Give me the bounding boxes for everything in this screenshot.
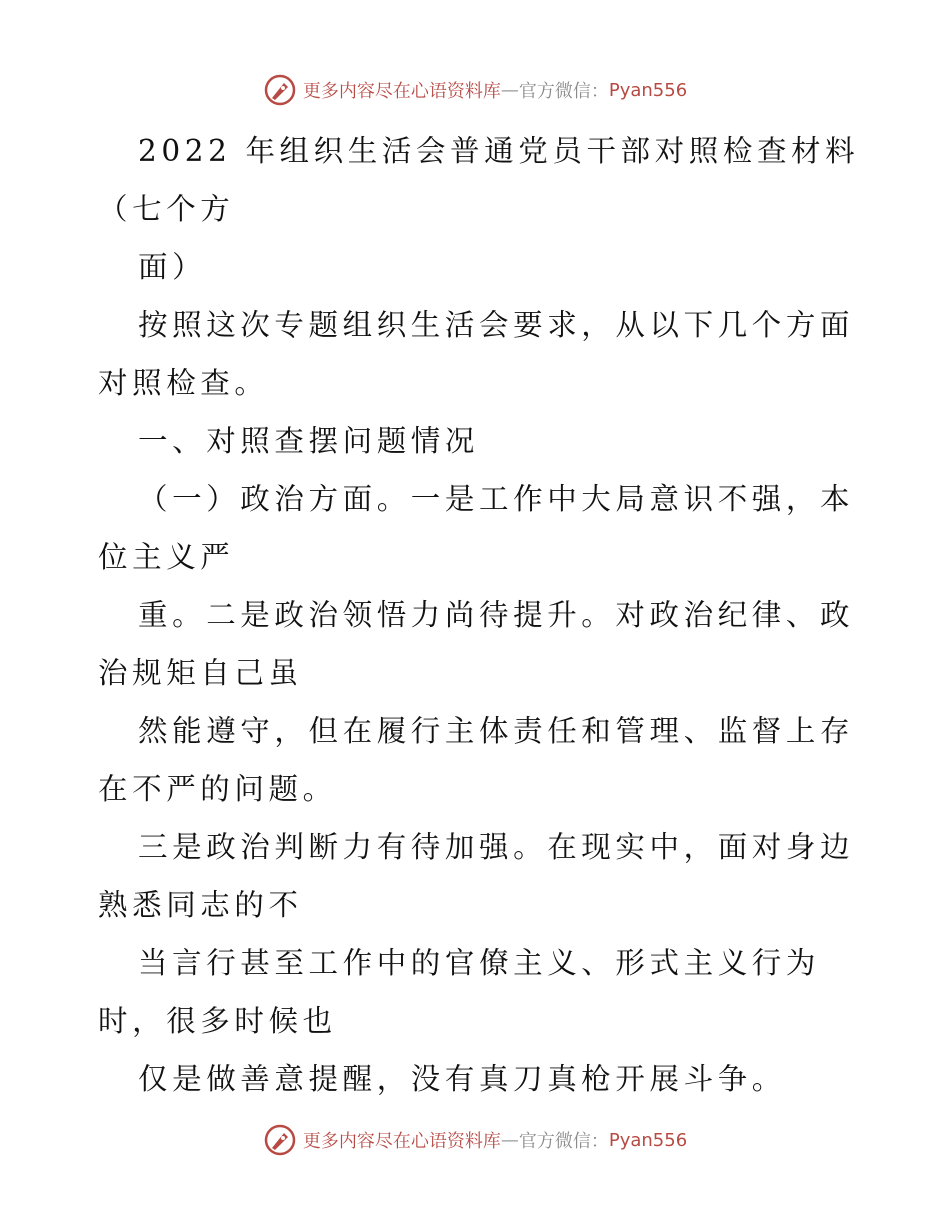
text-line: 面） xyxy=(138,250,207,284)
pen-nib-logo-icon xyxy=(263,1123,297,1157)
text-line: （一）政治方面。一是工作中大局意识不强，本 xyxy=(138,482,855,516)
document-body xyxy=(98,122,858,1108)
footer-watermark xyxy=(0,1120,950,1160)
text-line: 然能遵守，但在履行主体责任和管理、监督上存 xyxy=(138,714,855,748)
watermark-site-text: 更多内容尽在心语资料库 xyxy=(302,81,501,102)
text-line: （七个方 xyxy=(98,192,235,226)
pen-nib-logo-icon xyxy=(263,73,297,107)
text-line: 重。二是政治领悟力尚待提升。对政治纪律、政 xyxy=(138,598,855,632)
text-line: 熟悉同志的不 xyxy=(98,888,303,922)
section-heading: 一、对照查摆问题情况 xyxy=(138,424,480,458)
header-watermark xyxy=(0,70,950,110)
watermark-separator: — xyxy=(500,79,519,101)
watermark-wechat-id: Pyan556 xyxy=(608,79,688,101)
watermark-wechat-id: Pyan556 xyxy=(608,1129,688,1151)
text-line: 位主义严 xyxy=(98,540,235,574)
text-line: 在不严的问题。 xyxy=(98,772,337,806)
text-line: 按照这次专题组织生活会要求，从以下几个方面 xyxy=(138,308,855,342)
watermark-site-text: 更多内容尽在心语资料库 xyxy=(302,1131,501,1152)
watermark-wechat-label: 官方微信： xyxy=(518,1131,609,1152)
text-line: 仅是做善意提醒，没有真刀真枪开展斗争。 xyxy=(138,1062,786,1096)
text-line: 三是政治判断力有待加强。在现实中，面对身边 xyxy=(138,830,855,864)
text-line: 2022 年组织生活会普通党员干部对照检查材料 xyxy=(138,134,860,168)
text-line: 时，很多时候也 xyxy=(98,1004,337,1038)
text-line: 当言行甚至工作中的官僚主义、形式主义行为 xyxy=(138,946,821,980)
text-line: 治规矩自己虽 xyxy=(98,656,303,690)
watermark-wechat-label: 官方微信： xyxy=(518,81,609,102)
watermark-separator: — xyxy=(500,1129,519,1151)
text-line: 对照检查。 xyxy=(98,366,269,400)
